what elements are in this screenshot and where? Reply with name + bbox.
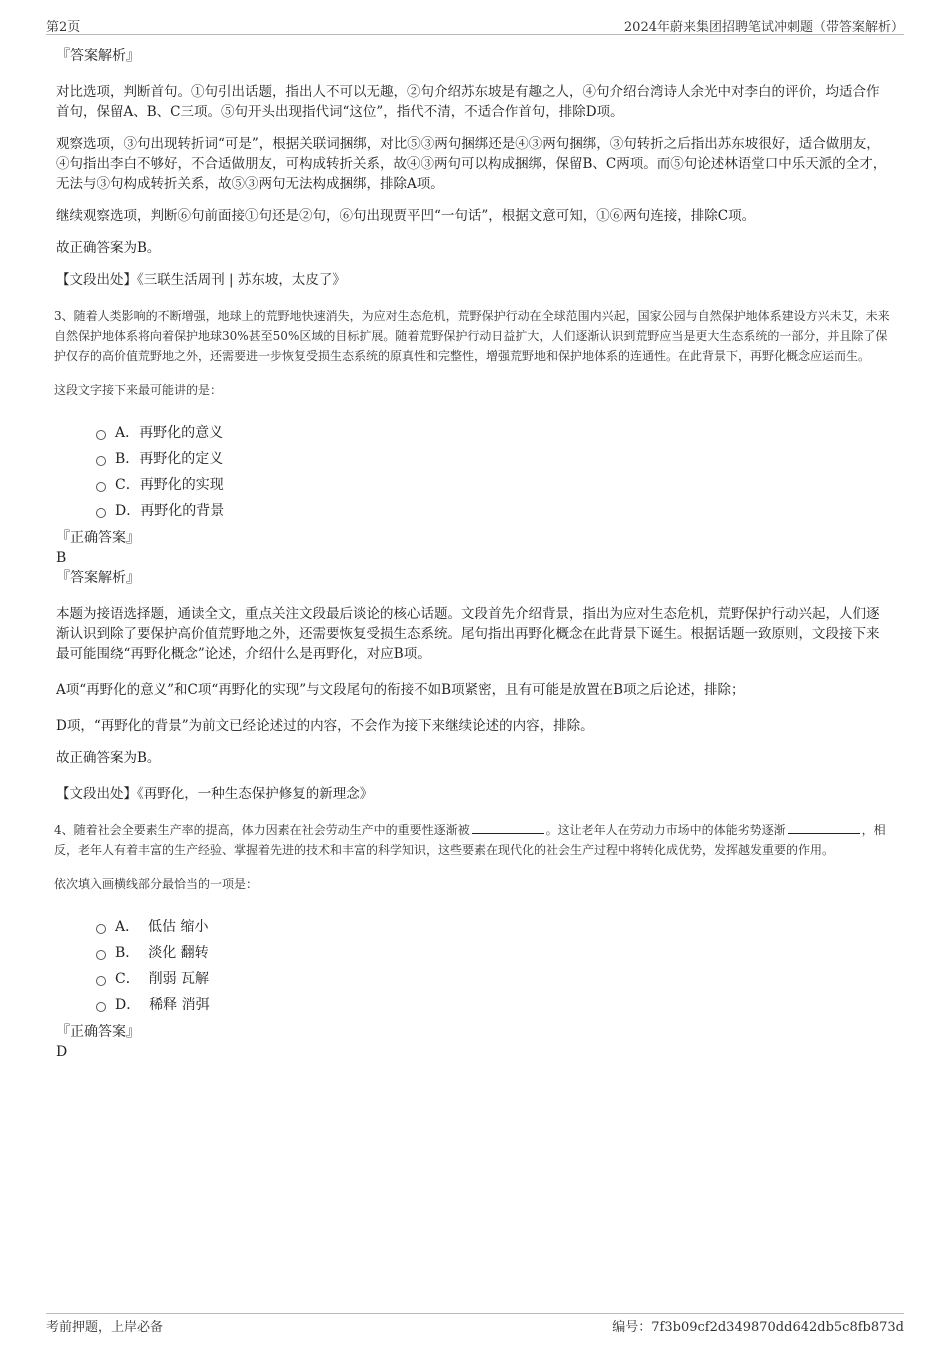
option-label: A．再野化的意义 — [115, 425, 224, 441]
footer-slogan: 考前押题，上岸必备 — [46, 1320, 164, 1335]
q3-prompt: 这段文字接下来最可能讲的是： — [54, 383, 223, 397]
q2-conclusion: 故正确答案为B。 — [56, 240, 161, 256]
radio-icon[interactable] — [96, 482, 106, 492]
q3-options — [96, 420, 890, 524]
answer-blank — [788, 821, 860, 834]
option-label: D． 稀释 消弭 — [115, 997, 210, 1013]
q2-source: 【文段出处】《三联生活周刊 | 苏东坡，太皮了》 — [56, 272, 346, 288]
q3-conclusion: 故正确答案为B。 — [56, 750, 161, 766]
option-label: B．再野化的定义 — [115, 451, 224, 467]
option-label: C．再野化的实现 — [115, 477, 224, 493]
q4-correct-label: 『正确答案』 — [56, 1024, 140, 1040]
document-title: 2024年蔚来集团招聘笔试冲刺题（带答案解析） — [623, 20, 904, 35]
q3-correct-label: 『正确答案』 — [56, 530, 140, 546]
q2-analysis-label: 『答案解析』 — [56, 48, 140, 64]
q2-analysis-paragraph: 对比选项，判断首句。①句引出话题，指出人不可以无趣，②句介绍苏东坡是有趣之人，④句介绍台湾诗人余光中对李白的评价，均适合作首句，保留A、B、C三项。⑤句开头出现指代词“这位”，指代不清，不适合作首句，排除D项。 — [56, 84, 880, 120]
q3-option-d[interactable] — [96, 498, 890, 524]
radio-icon[interactable] — [96, 950, 106, 960]
q3-option-c[interactable] — [96, 472, 890, 498]
q3-option-a[interactable] — [96, 420, 890, 446]
q3-option-b[interactable] — [96, 446, 890, 472]
radio-icon[interactable] — [96, 456, 106, 466]
q3-analysis-paragraph: D项，“再野化的背景”为前文已经论述过的内容，不会作为接下来继续论述的内容，排除。 — [56, 718, 594, 734]
option-label: C． 削弱 瓦解 — [115, 971, 210, 987]
radio-icon[interactable] — [96, 924, 106, 934]
q4-options — [96, 914, 890, 1018]
q2-analysis-paragraph: 继续观察选项，判断⑥句前面接①句还是②句，⑥句出现贾平凹“一句话”，根据文意可知，①⑥两句连接，排除C项。 — [56, 208, 756, 224]
option-label: D．再野化的背景 — [115, 503, 225, 519]
q3-stem: 3、随着人类影响的不断增强，地球上的荒野地快速消失，为应对生态危机，荒野保护行动在全球范围内兴起，国家公园与自然保护地体系建设方兴未艾，未来自然保护地体系将向着保护地球30%甚至50%区域的目标扩展。随着荒野保护行动日益扩大，人们逐渐认识到荒野应当是更大生态系统的一部分，并且除了保护仅存的高价值荒野地之外，还需要进一步恢复受损生态系统的原真性和完整性，增强荒野地和保护地体系的连通性。在此背景下，再野化概念应运而生。 — [54, 309, 890, 363]
q4-option-d[interactable] — [96, 992, 890, 1018]
radio-icon[interactable] — [96, 430, 106, 440]
radio-icon[interactable] — [96, 976, 106, 986]
document-id: 编号：7f3b09cf2d349870dd642db5c8fb873d — [612, 1320, 904, 1335]
radio-icon[interactable] — [96, 508, 106, 518]
q3-correct-answer: B — [56, 550, 67, 566]
q4-option-b[interactable] — [96, 940, 890, 966]
q4-option-c[interactable] — [96, 966, 890, 992]
q3-analysis-paragraph: A项“再野化的意义”和C项“再野化的实现”与文段尾句的衔接不如B项紧密，且有可能是放置在B项之后论述，排除； — [56, 682, 745, 698]
q2-analysis-paragraph: 观察选项，③句出现转折词“可是”，根据关联词捆绑，对比⑤③两句捆绑还是④③两句捆绑，③句转折之后指出苏东坡很好，适合做朋友，④句指出李白不够好，不合适做朋友，可构成转折关系，故④③两句可以构成捆绑，保留B、C两项。而⑤句论述林语堂口中乐天派的全才，无法与③句构成转折关系，故⑤③两句无法构成捆绑，排除A项。 — [56, 136, 887, 192]
page-header — [46, 16, 904, 35]
q4-prompt: 依次填入画横线部分最恰当的一项是： — [54, 877, 259, 891]
page-number: 第2页 — [46, 20, 81, 35]
q4-option-a[interactable] — [96, 914, 890, 940]
q4-correct-answer: D — [56, 1044, 68, 1060]
option-label: A． 低估 缩小 — [115, 919, 209, 935]
radio-icon[interactable] — [96, 1002, 106, 1012]
document-body — [56, 46, 890, 1062]
option-label: B． 淡化 翻转 — [115, 945, 209, 961]
q3-source: 【文段出处】《再野化，一种生态保护修复的新理念》 — [56, 786, 374, 802]
page-footer — [46, 1313, 904, 1335]
q3-analysis-label: 『答案解析』 — [56, 570, 140, 586]
answer-blank — [472, 821, 544, 834]
q4-stem: 4、随着社会全要素生产率的提高，体力因素在社会劳动生产中的重要性逐渐被 。这让老年人在劳动力市场中的体能劣势逐渐 ，相反，老年人有着丰富的生产经验、掌握着先进的技术和丰富的科学知识，这些要素在现代化的社会生产过程中将转化成优势，发挥越发重要的作用。 — [54, 823, 886, 857]
q3-analysis-paragraph: 本题为接语选择题，通读全文，重点关注文段最后谈论的核心话题。文段首先介绍背景，指出为应对生态危机，荒野保护行动兴起，人们逐渐认识到除了要保护高价值荒野地之外，还需要恢复受损生态系统。尾句指出再野化概念在此背景下诞生。根据话题一致原则，文段接下来最可能围绕“再野化概念”论述，介绍什么是再野化，对应B项。 — [56, 606, 880, 662]
